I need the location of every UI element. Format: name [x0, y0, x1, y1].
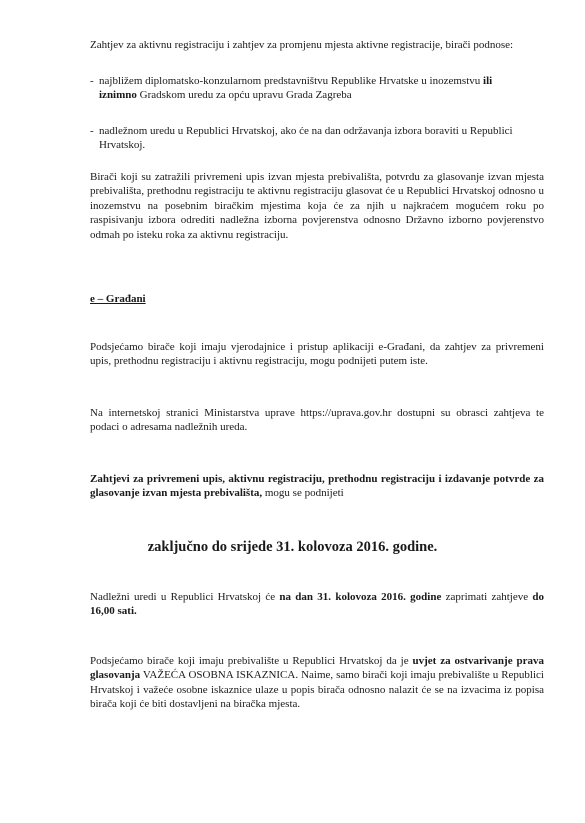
deadline-heading: zaključno do srijede 31. kolovoza 2016. godine. [147, 539, 438, 555]
id-card-bold-text: uvjet za ostvarivanje prava glasovanja [90, 655, 544, 682]
bullet-bold-text: ili iznimno [99, 75, 493, 102]
section-heading-e-gradani: e – Građani [90, 293, 146, 305]
e-gradani-paragraph: Podsjećamo birače koji imaju vjerodajnice i pristup aplikaciji e-Građani, da zahtjev za privremeni upis, prethodnu registraciju i aktivnu registraciju, mogu podnijeti putem iste. [90, 341, 544, 368]
intro-paragraph: Zahtjev za aktivnu registraciju i zahtjev za promjenu mjesta aktivne registracije, birači podnose: [90, 39, 514, 51]
id-card-text-end: VAŽEĆA OSOBNA ISKAZNICA. Naime, samo birači koji imaju prebivalište u Republici Hrvatskoj i važeće osobne iskaznice ulaze u popis birača odnosno nalazit će se na izvacima iz popisa birača koji će biti dostavljeni na biračka mjesta. [90, 669, 544, 711]
office-hours-paragraph [90, 590, 544, 619]
office-hours-date: na dan 31. kolovoza 2016. godine [279, 591, 442, 603]
bullet-text-end: Gradskom uredu za opću upravu Grada Zagreba [136, 89, 352, 102]
bullet-item-diplomatic [99, 74, 519, 103]
bullet-text: nadležnom uredu u Republici Hrvatskoj, ako će na dan održavanja izbora boraviti u Republici Hrvatskoj. [99, 125, 513, 152]
bullet-text: najbližem diplomatsko-konzularnom predstavništvu Republike Hrvatske u inozemstvu [99, 75, 484, 87]
office-hours-text-mid: zaprimati zahtjeve [441, 591, 533, 603]
forms-info-paragraph: Na internetskoj stranici Ministarstva uprave https://uprava.gov.hr dostupni su obrasci zahtjeva te podaci o adresama nadležnih ureda. [90, 407, 544, 434]
bullet-marker: - [90, 125, 94, 137]
bullet-marker: - [90, 75, 94, 87]
submission-paragraph [90, 472, 544, 501]
id-card-text: Podsjećamo birače koji imaju prebivalište u Republici Hrvatskoj da je [90, 655, 413, 667]
id-card-paragraph [90, 654, 544, 712]
bullet-item-domestic [99, 124, 519, 153]
voting-places-paragraph: Birači koji su zatražili privremeni upis izvan mjesta prebivališta, potvrdu za glasovanje izvan mjesta prebivališta, prethodnu registraciju te aktivnu registraciju glasovat će u Republici Hrvatskoj odnosno u inozemstvu na posebnim biračkim mjestima koja će za njih u najkraćem mogućem roku po raspisivanju izbora odrediti nadležna izborna povjerenstva odnosno Državno izborno povjerenstvo odmah po isteku roka za aktivnu registraciju. [90, 171, 544, 241]
submission-bold-text: Zahtjevi za privremeni upis, aktivnu registraciju, prethodnu registraciju i izdavanje potvrde za glasovanje izvan mjesta prebivališta, [90, 473, 544, 500]
submission-text: mogu se podnijeti [262, 487, 344, 500]
office-hours-text: Nadležni uredi u Republici Hrvatskoj će [90, 591, 280, 603]
office-hours-time: do 16,00 sati. [90, 591, 544, 618]
